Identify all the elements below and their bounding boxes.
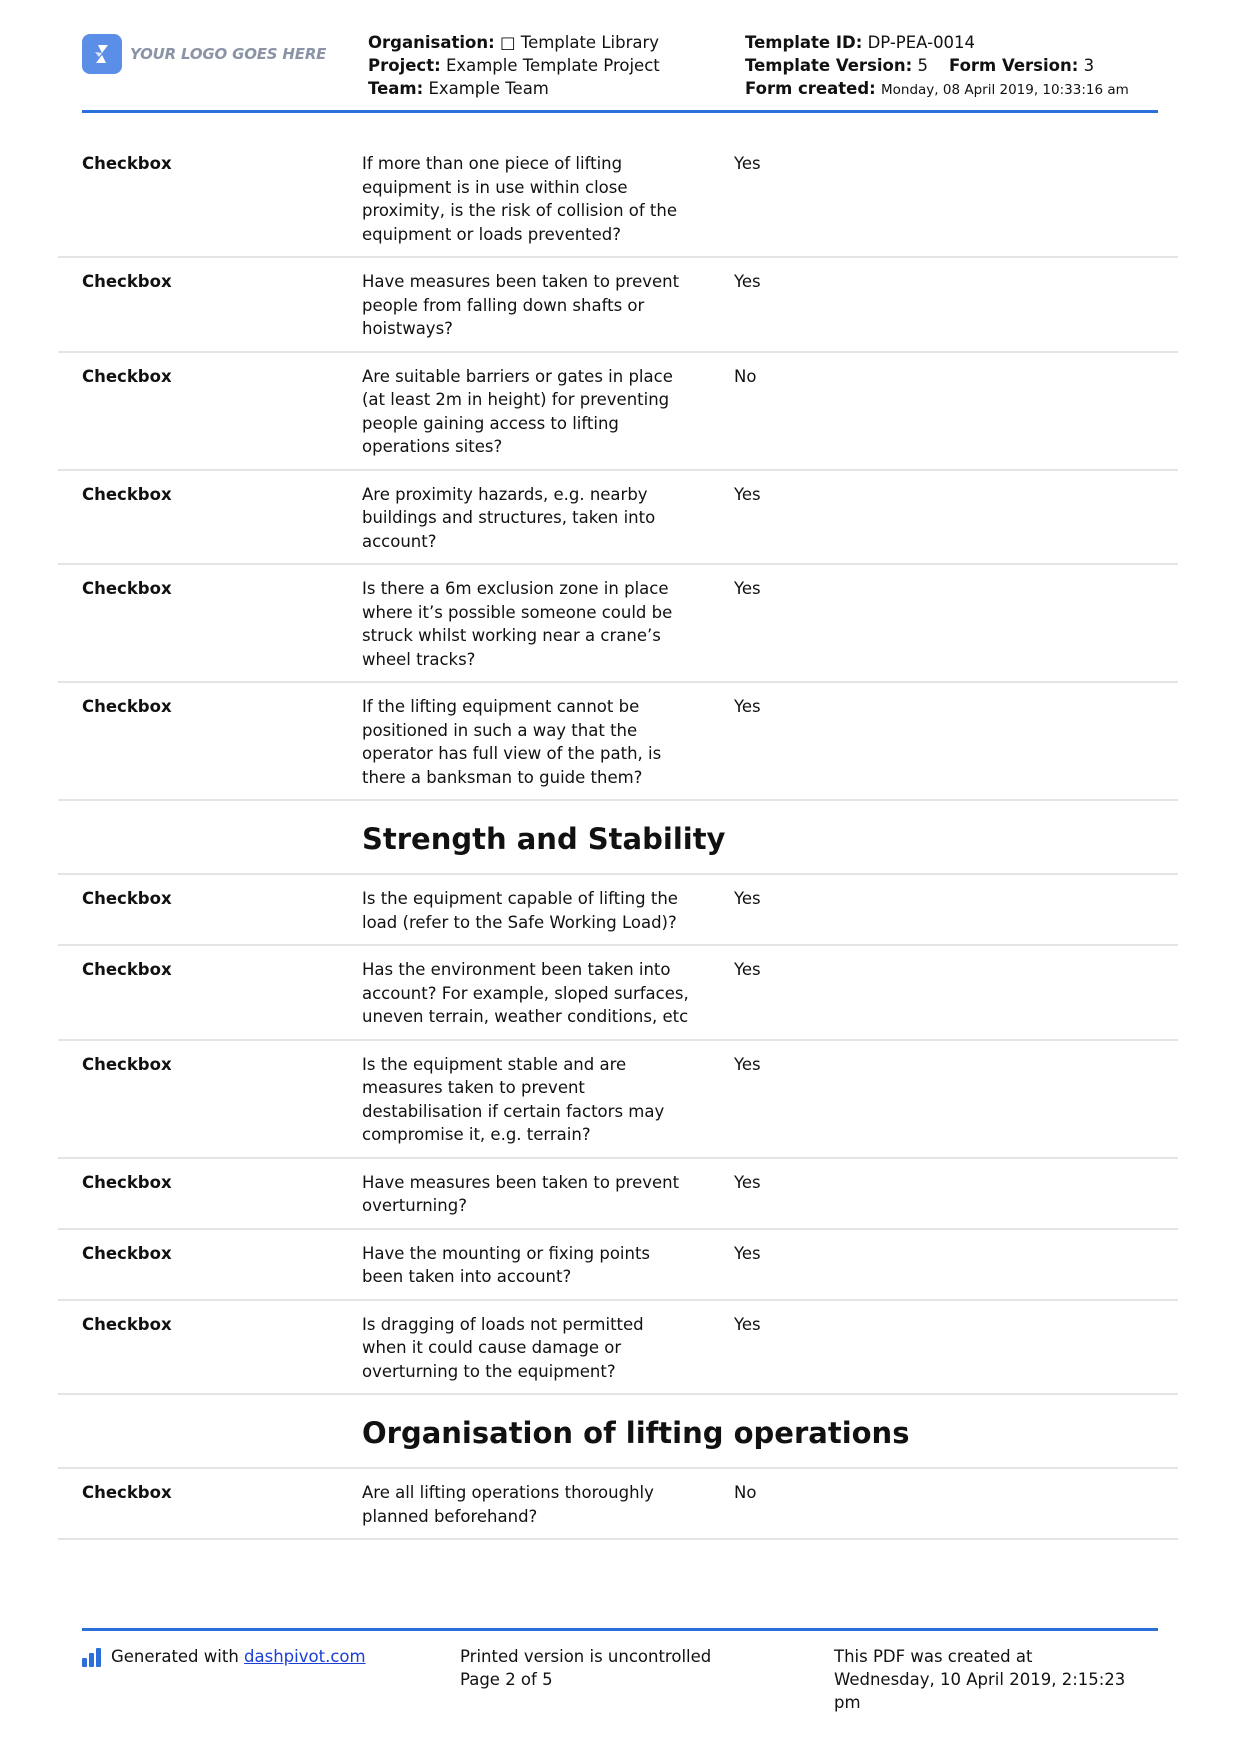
row-question: Is dragging of loads not permitted when it could cause damage or overturning to the equipment? xyxy=(362,1314,644,1381)
row-type-label: Checkbox xyxy=(82,1054,172,1074)
checklist-row xyxy=(58,471,1178,566)
row-answer: Yes xyxy=(734,484,761,504)
row-question: Are all lifting operations thoroughly planned beforehand? xyxy=(362,1483,654,1526)
checklist-row xyxy=(58,1041,1178,1159)
checklist-row xyxy=(58,140,1178,258)
row-type-label: Checkbox xyxy=(82,484,172,504)
row-question: If the lifting equipment cannot be positioned in such a way that the operator has full view of the path, is there a banksman to guide them? xyxy=(362,697,662,787)
footer-created xyxy=(834,1645,1134,1714)
row-type-label: Checkbox xyxy=(82,154,172,173)
row-answer: Yes xyxy=(734,154,761,173)
row-type-label: Checkbox xyxy=(82,1483,172,1502)
checklist-row xyxy=(58,565,1178,683)
template-version-label: Template Version: xyxy=(745,56,913,75)
row-group-b xyxy=(58,875,1178,1395)
row-answer: Yes xyxy=(734,1054,761,1074)
page-header xyxy=(82,22,1158,113)
row-question: Is there a 6m exclusion zone in place where it’s possible someone could be struck whilst working near a crane’s wheel tracks? xyxy=(362,579,673,669)
checklist-row xyxy=(58,875,1178,946)
row-type-label: Checkbox xyxy=(82,366,172,386)
created-line-2: Wednesday, 10 April 2019, 2:15:23 pm xyxy=(834,1670,1126,1712)
form-version-value: 3 xyxy=(1083,56,1095,75)
footer-page-info xyxy=(460,1645,711,1691)
logo-text: YOUR LOGO GOES HERE xyxy=(130,45,327,63)
row-question: Are suitable barriers or gates in place (at least 2m in height) for preventing people gaining access to lifting operations sites? xyxy=(362,366,673,456)
form-version-label: Form Version: xyxy=(948,56,1079,75)
checklist-row xyxy=(58,353,1178,471)
row-type-label: Checkbox xyxy=(82,960,172,979)
checklist xyxy=(58,140,1178,1540)
row-question: Has the environment been taken into account? For example, sloped surfaces, uneven terrain, weather conditions, etc xyxy=(362,960,689,1026)
organisation-label: Organisation: xyxy=(368,33,495,52)
row-question: Is the equipment capable of lifting the load (refer to the Safe Working Load)? xyxy=(362,889,678,932)
row-question: Is the equipment stable and are measures taken to prevent destabilisation if certain factors may compromise it, e.g. terrain? xyxy=(362,1054,665,1144)
created-line-1: This PDF was created at xyxy=(834,1647,1033,1666)
checklist-row xyxy=(58,1159,1178,1230)
row-type-label: Checkbox xyxy=(82,889,172,908)
checklist-row xyxy=(58,1301,1178,1396)
row-answer: Yes xyxy=(734,1314,761,1334)
template-version-value: 5 xyxy=(917,56,928,75)
form-created-value: Monday, 08 April 2019, 10:33:16 am xyxy=(881,82,1129,98)
row-answer: Yes xyxy=(734,1243,761,1263)
header-project-info xyxy=(368,31,660,100)
checklist-row xyxy=(58,1230,1178,1301)
row-answer: Yes xyxy=(734,579,761,598)
checklist-row xyxy=(58,258,1178,353)
row-type-label: Checkbox xyxy=(82,272,172,291)
checklist-row xyxy=(58,946,1178,1041)
row-question: Have measures been taken to prevent overturning? xyxy=(362,1172,680,1215)
uncontrolled-note: Printed version is uncontrolled xyxy=(460,1647,712,1666)
row-question: Are proximity hazards, e.g. nearby buildings and structures, taken into account? xyxy=(362,484,656,551)
template-id-value: DP-PEA-0014 xyxy=(867,33,976,52)
checklist-row xyxy=(58,683,1178,801)
row-question: Have measures been taken to prevent people from falling down shafts or hoistways? xyxy=(362,272,680,338)
header-template-info xyxy=(745,31,1129,102)
dashpivot-icon xyxy=(82,1647,103,1667)
logo xyxy=(82,34,326,74)
row-answer: Yes xyxy=(734,960,761,979)
row-answer: Yes xyxy=(734,1172,761,1192)
row-group-a xyxy=(58,140,1178,801)
page-number: Page 2 of 5 xyxy=(460,1670,553,1689)
row-type-label: Checkbox xyxy=(82,697,172,716)
dashpivot-link[interactable]: dashpivot.com xyxy=(244,1647,366,1666)
project-label: Project: xyxy=(368,56,441,75)
row-question: Have the mounting or fixing points been taken into account? xyxy=(362,1243,651,1286)
team-label: Team: xyxy=(368,79,424,98)
project-value: Example Template Project xyxy=(445,56,660,75)
row-group-c xyxy=(58,1469,1178,1540)
row-answer: Yes xyxy=(734,697,761,716)
row-answer: No xyxy=(734,1483,757,1502)
row-type-label: Checkbox xyxy=(82,579,172,598)
logo-icon xyxy=(82,34,122,74)
row-answer: Yes xyxy=(734,272,761,291)
row-type-label: Checkbox xyxy=(82,1243,172,1263)
row-answer: No xyxy=(734,366,757,386)
generated-prefix: Generated with xyxy=(111,1647,239,1666)
template-id-label: Template ID: xyxy=(745,33,863,52)
page-footer xyxy=(82,1628,1158,1712)
team-value: Example Team xyxy=(428,79,549,98)
row-question: If more than one piece of lifting equipment is in use within close proximity, is the risk of collision of the equipment or loads prevented? xyxy=(362,154,677,244)
checklist-row xyxy=(58,1469,1178,1540)
row-type-label: Checkbox xyxy=(82,1314,172,1334)
section-heading-organisation: Organisation of lifting operations xyxy=(58,1395,1178,1469)
row-answer: Yes xyxy=(734,889,761,908)
organisation-value: □ Template Library xyxy=(499,33,660,52)
section-heading-strength: Strength and Stability xyxy=(58,801,1178,875)
footer-generated xyxy=(82,1645,366,1668)
row-type-label: Checkbox xyxy=(82,1172,172,1192)
form-created-label: Form created: xyxy=(745,79,876,98)
